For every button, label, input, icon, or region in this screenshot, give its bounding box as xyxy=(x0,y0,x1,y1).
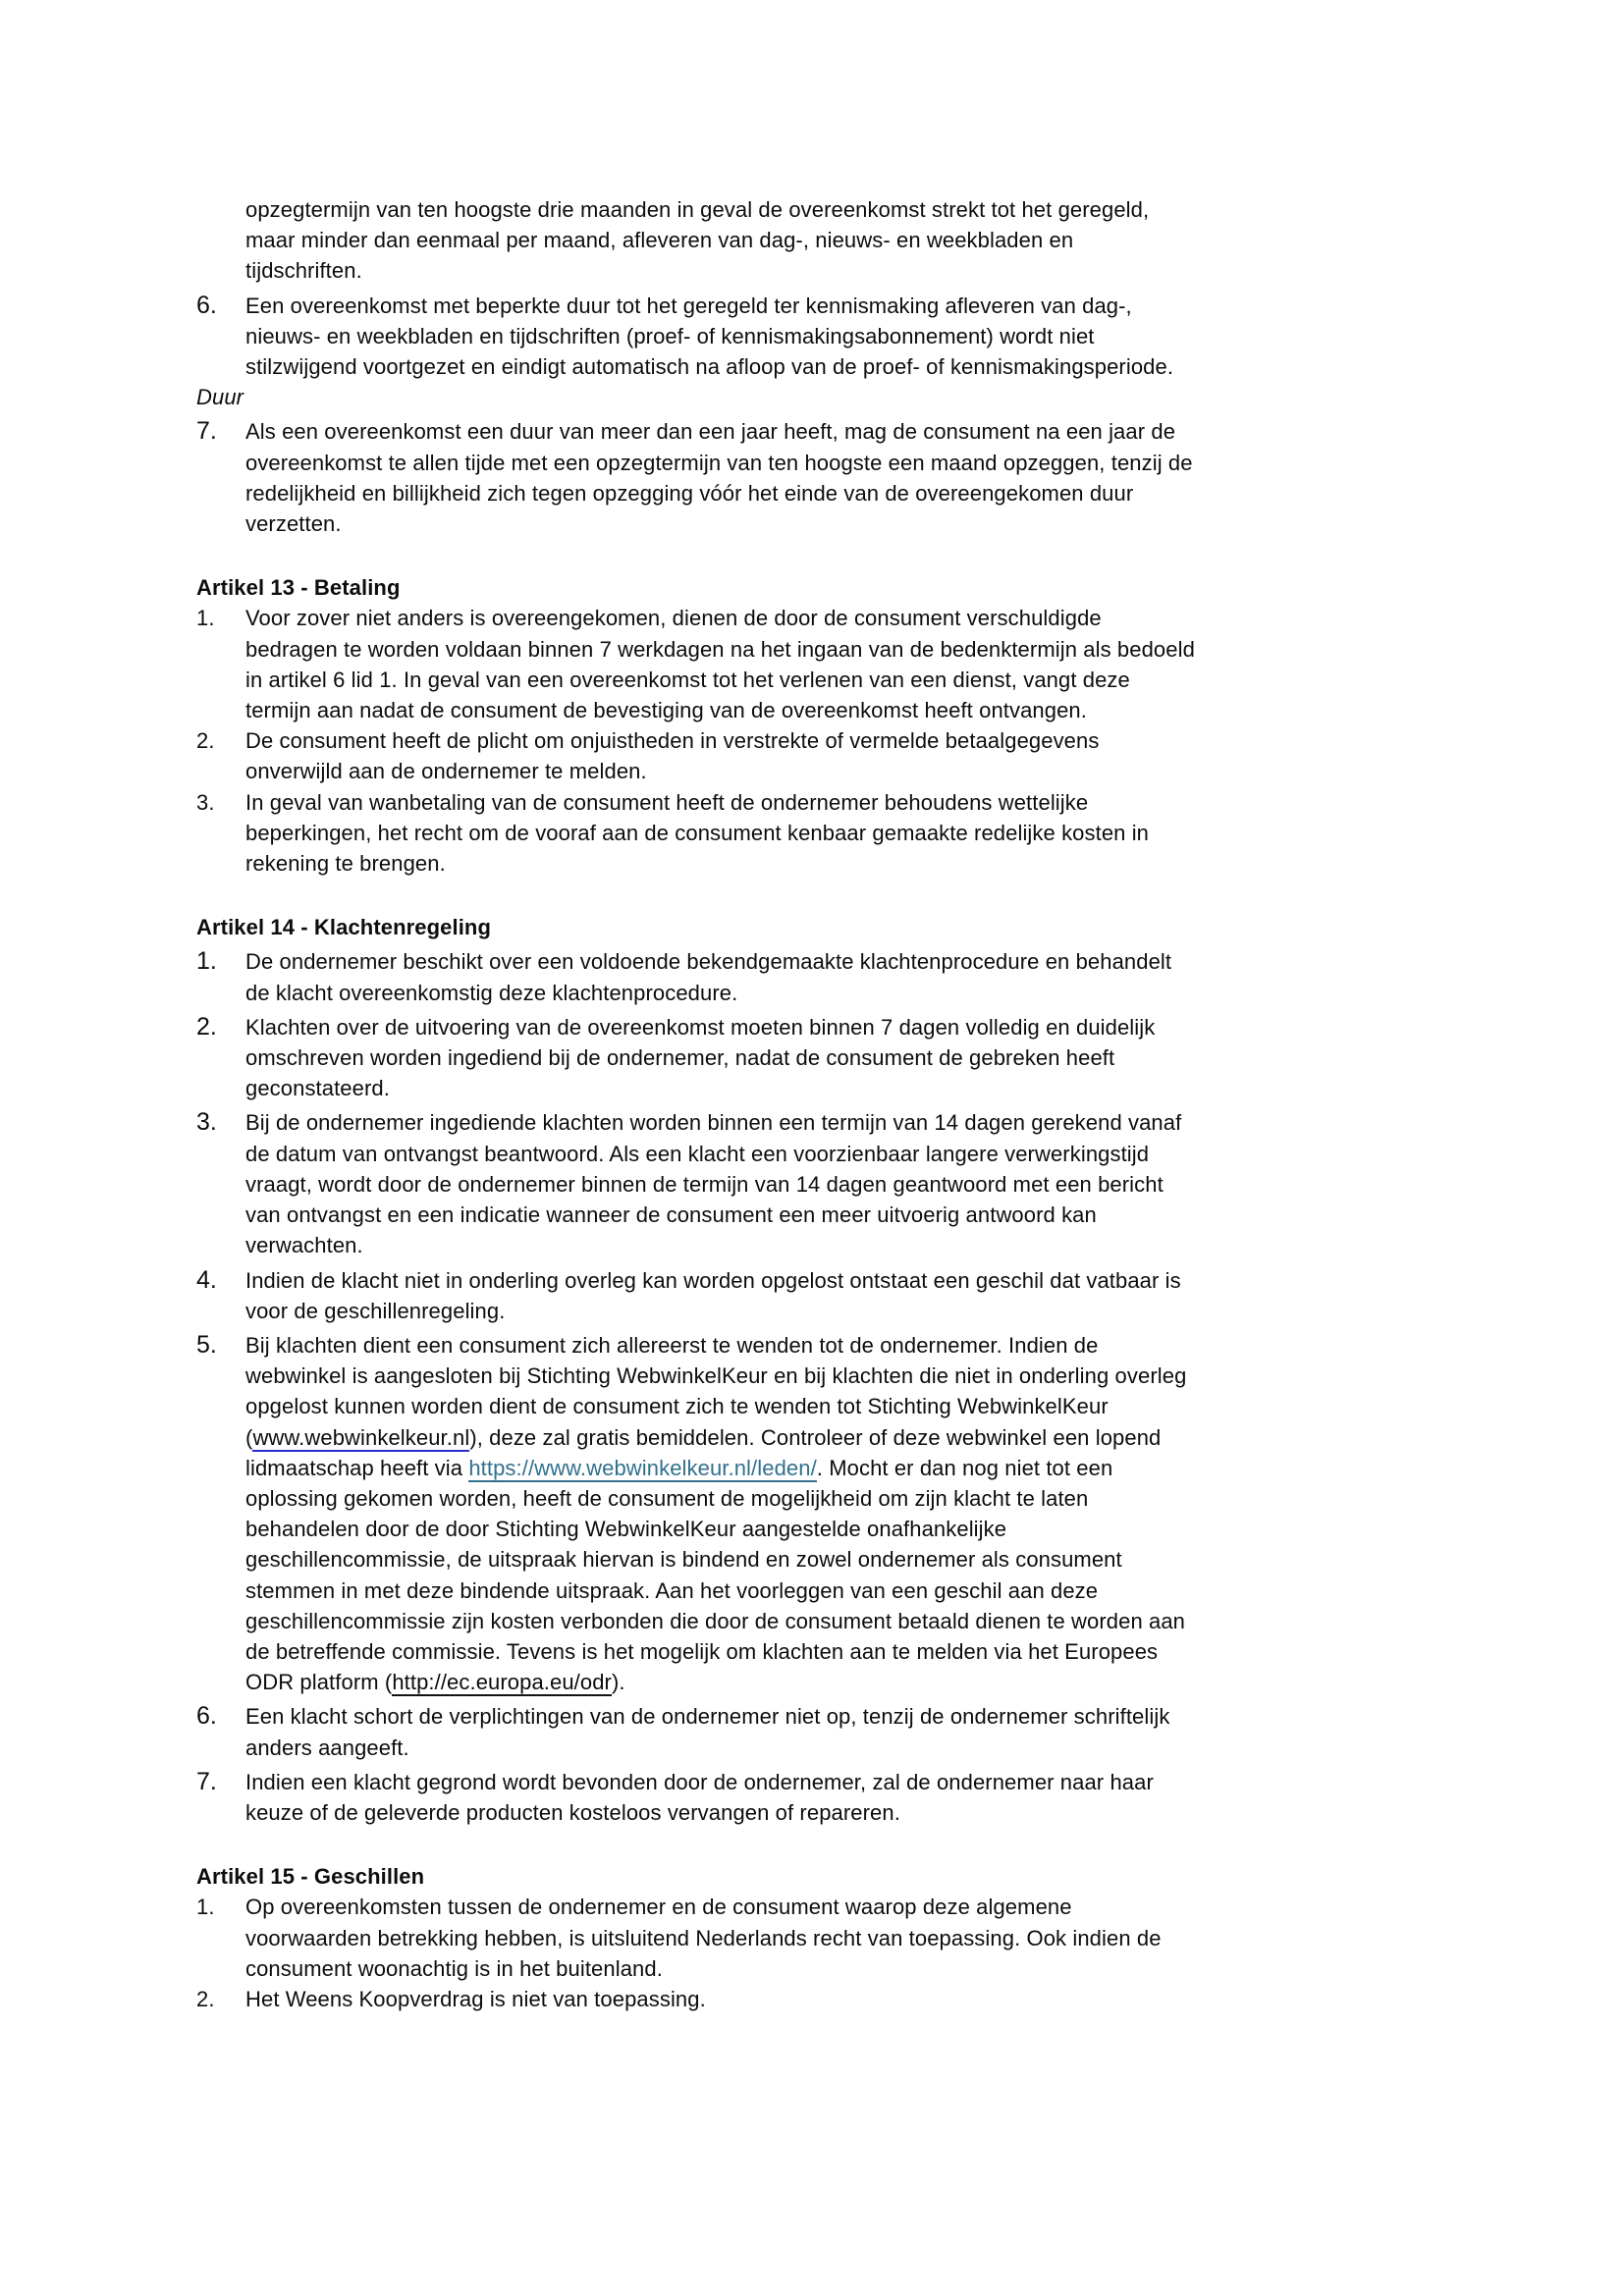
text-line: Voor zover niet anders is overeengekomen, dienen de door de consument verschuldigde xyxy=(245,606,1102,631)
text-line: Bij de ondernemer ingediende klachten worden binnen een termijn van 14 dagen gerekend vanaf xyxy=(245,1110,1182,1136)
text-line: van ontvangst en een indicatie wanneer de consument een meer uitvoerig antwoord kan xyxy=(245,1202,1097,1228)
list-item xyxy=(196,1984,1441,2014)
text-line: beperkingen, het recht om de vooraf aan de consument kenbaar gemaakte redelijke kosten in xyxy=(245,820,1150,845)
list-marker: 6. xyxy=(196,291,217,319)
list-marker: 1. xyxy=(196,606,215,631)
item-lines xyxy=(245,1767,1441,1828)
text-line: voorwaarden betrekking hebben, is uitsluitend Nederlands recht van toepassing. Ook indien de xyxy=(245,1925,1162,1950)
text-line: rekening te brengen. xyxy=(245,851,446,877)
text-line: de klacht overeenkomstig deze klachtenprocedure. xyxy=(245,980,738,1005)
text-line xyxy=(245,1422,1441,1453)
text-line: behandelen door de door Stichting WebwinkelKeur aangestelde onafhankelijke xyxy=(245,1517,1007,1542)
list-item xyxy=(196,603,1441,725)
text-line: bedragen te worden voldaan binnen 7 werkdagen na het ingaan van de bedenktermijn als bedoeld xyxy=(245,636,1195,662)
text-line: voor de geschillenregeling. xyxy=(245,1298,506,1323)
list-marker: 6. xyxy=(196,1702,217,1731)
list-item xyxy=(196,416,1441,539)
text-line: Indien de klacht niet in onderling overleg kan worden opgelost ontstaat een geschil dat vatbaar is xyxy=(245,1267,1181,1293)
text-line: Indien een klacht gegrond wordt bevonden door de ondernemer, zal de ondernemer naar haar xyxy=(245,1769,1154,1794)
item-lines xyxy=(245,291,1441,383)
list-item xyxy=(196,1701,1441,1762)
list-item xyxy=(196,787,1441,880)
item-lines xyxy=(245,1892,1441,1984)
list-marker: 1. xyxy=(196,1895,215,1920)
text-line: keuze of de geleverde producten kosteloos vervangen of repareren. xyxy=(245,1799,900,1825)
text-line: Bij klachten dient een consument zich allereerst te wenden tot de ondernemer. Indien de xyxy=(245,1332,1099,1358)
duur-subheading: Duur xyxy=(196,385,244,410)
list-marker: 1. xyxy=(196,947,217,976)
list-marker: 2. xyxy=(196,728,215,754)
list-item xyxy=(196,291,1441,383)
list-marker: 3. xyxy=(196,1108,217,1137)
text-line: maar minder dan eenmaal per maand, afleveren van dag-, nieuws- en weekbladen en xyxy=(245,228,1074,253)
text-line: de betreffende commissie. Tevens is het mogelijk om klachten aan te melden via het Europees xyxy=(245,1638,1159,1664)
text-line: verwachten. xyxy=(245,1233,363,1258)
item-lines xyxy=(245,1984,1441,2014)
text-line: opgelost kunnen worden dient de consument zich te wenden tot Stichting WebwinkelKeur xyxy=(245,1394,1109,1419)
list-marker: 2. xyxy=(196,1012,217,1041)
text-line xyxy=(245,1453,1441,1483)
text-line: In geval van wanbetaling van de consument heeft de ondernemer behoudens wettelijke xyxy=(245,789,1089,815)
text-line: Als een overeenkomst een duur van meer dan een jaar heeft, mag de consument na een jaar de xyxy=(245,419,1176,445)
text-line: anders aangeeft. xyxy=(245,1735,409,1760)
text-line: vraagt, wordt door de ondernemer binnen de termijn van 14 dagen geantwoord met een bericht xyxy=(245,1171,1164,1197)
text-line: in artikel 6 lid 1. In geval van een overeenkomst tot het verlenen van een dienst, vangt deze xyxy=(245,667,1130,692)
text-line: geschillencommissie zijn kosten verbonden die door de consument betaald dienen te worden aan xyxy=(245,1608,1186,1633)
text-line: verzetten. xyxy=(245,511,342,537)
list-item xyxy=(196,1330,1441,1697)
item-lines xyxy=(245,1107,1441,1260)
list-marker: 3. xyxy=(196,789,215,815)
text-line: omschreven worden ingediend bij de ondernemer, nadat de consument de gebreken heeft xyxy=(245,1045,1115,1071)
text-line xyxy=(245,1667,1441,1697)
list-item xyxy=(196,1892,1441,1984)
text-line: geschillencommissie, de uitspraak hiervan is bindend en zowel ondernemer als consument xyxy=(245,1547,1122,1573)
list-marker: 5. xyxy=(196,1330,217,1359)
item-lines xyxy=(245,1701,1441,1762)
text-line: oplossing gekomen worden, heeft de consument de mogelijkheid om zijn klacht te laten xyxy=(245,1485,1089,1511)
artikel-15-heading: Artikel 15 - Geschillen xyxy=(196,1864,425,1890)
text-line: webwinkel is aangesloten bij Stichting WebwinkelKeur en bij klachten die niet in onderling overleg xyxy=(245,1363,1187,1389)
list-marker: 2. xyxy=(196,1986,215,2011)
item-lines xyxy=(245,1330,1441,1697)
text-line: Het Weens Koopverdrag is niet van toepassing. xyxy=(245,1986,706,2011)
artikel-13-heading: Artikel 13 - Betaling xyxy=(196,575,401,601)
text-line: Klachten over de uitvoering van de overeenkomst moeten binnen 7 dagen volledig en duidelijk xyxy=(245,1014,1156,1040)
text-line: consument woonachtig is in het buitenland. xyxy=(245,1955,663,1981)
text-line: opzegtermijn van ten hoogste drie maanden in geval de overeenkomst strekt tot het geregeld, xyxy=(245,197,1150,222)
document-body xyxy=(196,194,1441,2014)
list-item xyxy=(196,1012,1441,1104)
list-marker: 7. xyxy=(196,1767,217,1795)
text-segment: ), deze zal gratis bemiddelen. Controleer of deze webwinkel een lopend xyxy=(469,1424,1162,1450)
list-item xyxy=(196,1107,1441,1260)
text-segment: ODR platform ( xyxy=(245,1670,393,1695)
item-lines xyxy=(245,603,1441,725)
text-line: nieuws- en weekbladen en tijdschriften (proef- of kennismakingsabonnement) wordt niet xyxy=(245,323,1095,348)
list-item xyxy=(196,1767,1441,1828)
list-marker: 7. xyxy=(196,417,217,446)
text-line: De consument heeft de plicht om onjuistheden in verstrekte of vermelde betaalgegevens xyxy=(245,728,1100,754)
odr-platform-link[interactable]: http://ec.europa.eu/odr xyxy=(392,1670,612,1695)
text-line: De ondernemer beschikt over een voldoende bekendgemaakte klachtenprocedure en behandelt xyxy=(245,949,1172,975)
item-lines xyxy=(245,416,1441,539)
item-lines xyxy=(245,725,1441,786)
text-line: Een overeenkomst met beperkte duur tot het geregeld ter kennismaking afleveren van dag-, xyxy=(245,293,1132,318)
item-lines xyxy=(245,787,1441,880)
text-line: stemmen in met deze bindende uitspraak. Aan het voorleggen van een geschil aan deze xyxy=(245,1577,1099,1603)
artikel-14-heading: Artikel 14 - Klachtenregeling xyxy=(196,915,491,940)
text-line: termijn aan nadat de consument de bevestiging van de overeenkomst heeft ontvangen. xyxy=(245,698,1087,723)
text-line: geconstateerd. xyxy=(245,1076,390,1101)
list-item xyxy=(196,1265,1441,1326)
text-line: Op overeenkomsten tussen de ondernemer en de consument waarop deze algemene xyxy=(245,1895,1072,1920)
text-segment: ( xyxy=(245,1424,253,1450)
text-line: tijdschriften. xyxy=(245,258,362,284)
item-lines xyxy=(245,194,1441,287)
text-line: overeenkomst te allen tijde met een opzegtermijn van ten hoogste een maand opzeggen, tenzij de xyxy=(245,450,1193,475)
text-segment: lidmaatschap heeft via xyxy=(245,1455,469,1480)
text-line: onverwijld aan de ondernemer te melden. xyxy=(245,759,647,784)
list-item xyxy=(196,946,1441,1007)
list-item xyxy=(196,725,1441,786)
text-line: de datum van ontvangst beantwoord. Als een klacht een voorzienbaar langere verwerkingstijd xyxy=(245,1141,1150,1166)
webwinkelkeur-leden-link[interactable]: https://www.webwinkelkeur.nl/leden/ xyxy=(468,1455,817,1480)
paragraph-continuation xyxy=(196,194,1441,287)
list-marker: 4. xyxy=(196,1265,217,1294)
text-segment: . Mocht er dan nog niet tot een xyxy=(816,1455,1113,1480)
text-segment: ). xyxy=(612,1670,625,1695)
text-line: stilzwijgend voortgezet en eindigt automatisch na afloop van de proef- of kennismakingsperiode. xyxy=(245,354,1174,380)
item-lines xyxy=(245,946,1441,1007)
item-lines xyxy=(245,1012,1441,1104)
webwinkelkeur-link[interactable]: www.webwinkelkeur.nl xyxy=(252,1424,470,1450)
item-lines xyxy=(245,1265,1441,1326)
text-line: Een klacht schort de verplichtingen van de ondernemer niet op, tenzij de ondernemer schriftelijk xyxy=(245,1704,1170,1730)
text-line: redelijkheid en billijkheid zich tegen opzegging vóór het einde van de overeengekomen duur xyxy=(245,480,1134,506)
